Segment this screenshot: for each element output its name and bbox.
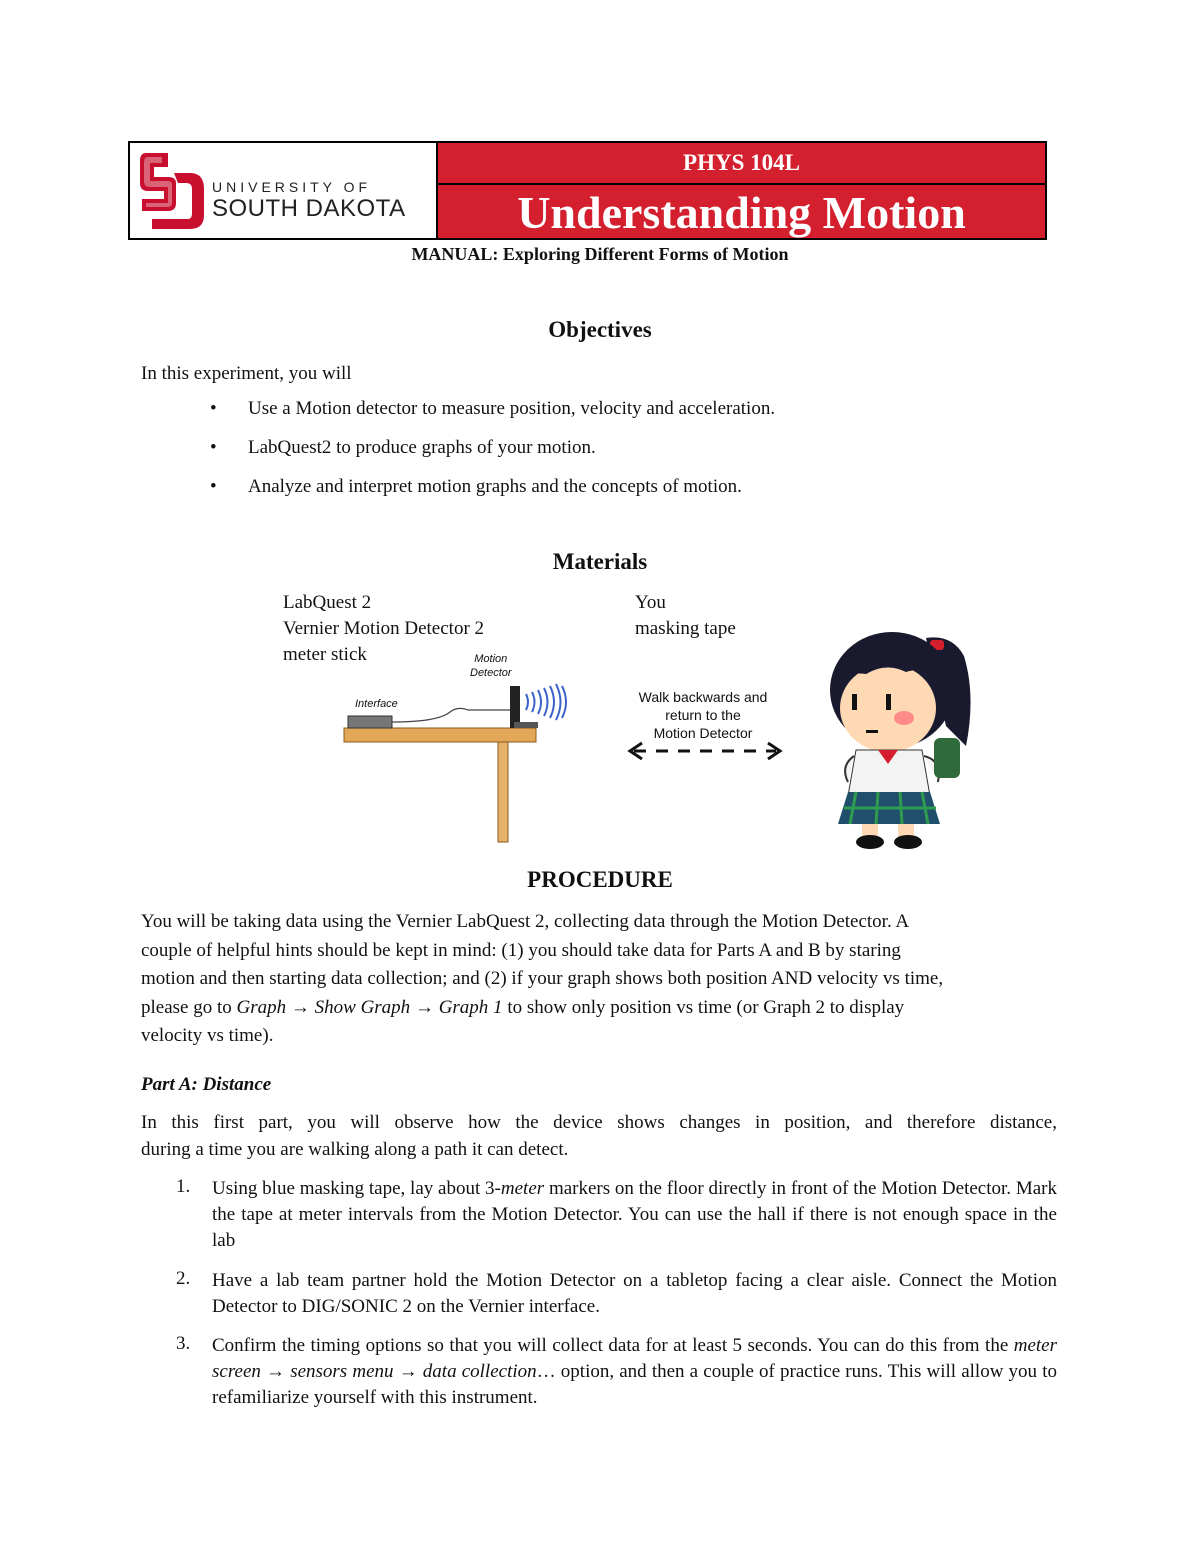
objective-item: Analyze and interpret motion graphs and the concepts of motion. (248, 476, 742, 497)
step-number: 3. (176, 1333, 191, 1354)
material-item: LabQuest 2 (283, 592, 372, 613)
detector-label: Motion Detector (470, 653, 512, 679)
sd-logo-icon (138, 149, 206, 233)
university-line1: UNIVERSITY OF (212, 179, 372, 195)
double-arrow-icon (626, 740, 784, 762)
manual-subtitle: MANUAL: Exploring Different Forms of Motion (411, 244, 789, 264)
materials-heading: Materials (552, 549, 648, 574)
document-title: Understanding Motion (438, 185, 1045, 238)
student-cartoon-icon (826, 626, 988, 850)
material-item: meter stick (283, 644, 367, 665)
bullet-icon: • (210, 398, 217, 419)
objective-item: Use a Motion detector to measure position, velocity and acceleration. (248, 398, 776, 419)
material-item: You (635, 592, 666, 613)
step-text: Using blue masking tape, lay about 3-meter markers on the floor directly in front of the Motion Detector. Mark the tape at meter intervals from the Motion Detector. You can use the hall if there is not enough space in the lab (212, 1178, 1057, 1251)
course-code: PHYS 104L (438, 143, 1045, 185)
university-line2: SOUTH DAKOTA (212, 195, 406, 222)
materials-right-list (635, 590, 736, 642)
objectives-intro: In this experiment, you will (141, 363, 352, 384)
bullet-icon: • (210, 476, 217, 497)
walk-instruction: Walk backwards and return to the Motion Detector (638, 689, 768, 741)
procedure-heading: PROCEDURE (527, 867, 673, 892)
part-a-intro: In this first part, you will observe how the device shows changes in position, and therefore distance, during a time you are walking along a path it can detect. (141, 1112, 1057, 1160)
interface-label: Interface (355, 698, 398, 710)
step-number: 2. (176, 1268, 191, 1289)
objectives-heading: Objectives (548, 317, 652, 342)
table-setup-diagram (338, 650, 588, 850)
objective-item: LabQuest2 to produce graphs of your motion. (248, 437, 596, 458)
procedure-intro: You will be taking data using the Vernier LabQuest 2, collecting data through the Motion Detector. A couple of helpful hints should be kept in mind: (1) you should take data for Parts A and B by staring motion and then starting data collection; and (2) if your graph shows both position AND velocity vs time, please go to Graph → Show Graph → Graph 1 to show only position vs time (or Graph 2 to display velocity vs time). (141, 911, 944, 1046)
step-text: Have a lab team partner hold the Motion Detector on a tabletop facing a clear aisle. Connect the Motion Detector to DIG/SONIC 2 on the Vernier interface. (212, 1270, 1057, 1317)
material-item: masking tape (635, 618, 736, 639)
step-number: 1. (176, 1176, 191, 1197)
part-a-heading: Part A: Distance (141, 1074, 272, 1095)
step-text: Confirm the timing options so that you will collect data for at least 5 seconds. You can do this from the meter screen → sensors menu → data collection… option, and then a couple of practice runs. This will allow you to refamiliarize yourself with this instrument. (212, 1335, 1057, 1408)
university-logo (130, 143, 438, 238)
material-item: Vernier Motion Detector 2 (283, 618, 485, 639)
header-banner (128, 141, 1047, 240)
bullet-icon: • (210, 437, 217, 458)
